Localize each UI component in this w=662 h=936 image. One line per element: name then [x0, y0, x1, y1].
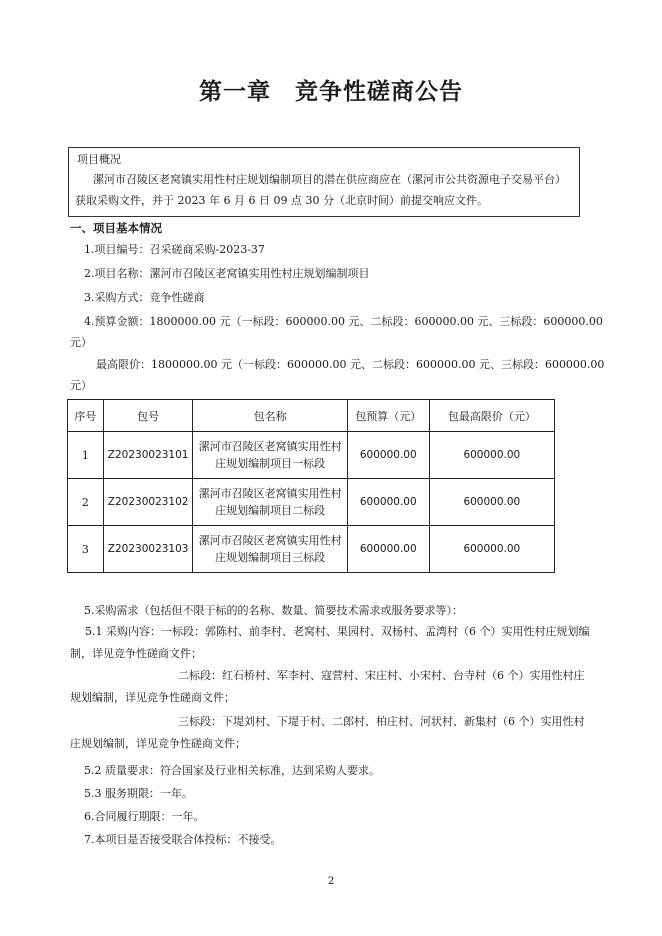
overview-heading: 项目概况 [77, 153, 121, 166]
cell-name: 漯河市召陵区老窝镇实用性村庄规划编制项目二标段 [193, 479, 347, 526]
table-row [68, 479, 555, 526]
contract-period: 6.合同履行期限：一年。 [84, 810, 205, 823]
joint-bid: 7.本项目是否接受联合体投标：不接受。 [84, 833, 282, 846]
cell-code: Z20230023103 [103, 526, 193, 573]
header-no: 序号 [68, 400, 104, 432]
project-number: 1.项目编号：召采磋商采购-2023-37 [84, 243, 265, 256]
cell-budget: 600000.00 [347, 526, 429, 573]
cell-budget: 600000.00 [347, 432, 429, 479]
max-price: 最高限价：1800000.00 元（一标段：600000.00 元、二标段：600000.00 元、三标段：600000.00 [96, 358, 605, 371]
service-period: 5.3 服务期限：一年。 [84, 787, 193, 800]
budget-amount-cont: 元） [70, 336, 92, 349]
table-row [68, 526, 555, 573]
project-overview-box [68, 147, 580, 217]
quality-requirement: 5.2 质量要求：符合国家及行业相关标准，达到采购人要求。 [84, 764, 380, 777]
table-row [68, 432, 555, 479]
section-heading-basic-info: 一、项目基本情况 [70, 221, 162, 235]
lot2-content: 二标段：红石桥村、军李村、寇营村、宋庄村、小宋村、台寺村（6 个）实用性村庄规划编制，详见竞争性磋商文件； [70, 669, 585, 704]
lot1-content: 5.1 采购内容：一标段：郭陈村、前李村、老窝村、果园村、双杨村、孟湾村（6 个）实用性村庄规划编制，详见竞争性磋商文件； [70, 625, 590, 660]
cell-name: 漯河市召陵区老窝镇实用性村庄规划编制项目三标段 [193, 526, 347, 573]
package-table [67, 399, 555, 573]
cell-name: 漯河市召陵区老窝镇实用性村庄规划编制项目一标段 [193, 432, 347, 479]
procurement-method: 3.采购方式：竞争性磋商 [84, 291, 205, 304]
overview-body: 漯河市召陵区老窝镇实用性村庄规划编制项目的潜在供应商应在（漯河市公共资源电子交易平台）获取采购文件，并于 2023 年 6 月 6 日 09 点 30 分（北京时间）前提交响应文件。 [75, 173, 566, 207]
cell-no: 1 [68, 432, 104, 479]
project-name: 2.项目名称：漯河市召陵区老窝镇实用性村庄规划编制项目 [84, 267, 370, 280]
page-title: 第一章 竞争性磋商公告 [199, 79, 463, 105]
cell-code: Z20230023102 [103, 479, 193, 526]
cell-no: 2 [68, 479, 104, 526]
lot3-content: 三标段：下堤刘村、下堤于村、二郎村、柏庄村、河状村、新集村（6 个）实用性村庄规划编制，详见竞争性磋商文件； [70, 715, 585, 750]
budget-amount: 4.预算金额：1800000.00 元（一标段：600000.00 元、二标段：600000.00 元、三标段：600000.00 [84, 315, 603, 328]
header-max-price: 包最高限价（元） [429, 400, 554, 432]
cell-code: Z20230023101 [103, 432, 193, 479]
max-price-cont: 元） [70, 379, 92, 392]
table-header-row [68, 400, 555, 432]
header-code: 包号 [103, 400, 193, 432]
header-name: 包名称 [193, 400, 347, 432]
cell-max-price: 600000.00 [429, 526, 554, 573]
header-budget: 包预算（元） [347, 400, 429, 432]
cell-max-price: 600000.00 [429, 432, 554, 479]
procurement-needs: 5.采购需求（包括但不限于标的的名称、数量、简要技术需求或服务要求等）： [84, 604, 463, 617]
cell-max-price: 600000.00 [429, 479, 554, 526]
page-number: 2 [327, 876, 335, 887]
cell-budget: 600000.00 [347, 479, 429, 526]
cell-no: 3 [68, 526, 104, 573]
